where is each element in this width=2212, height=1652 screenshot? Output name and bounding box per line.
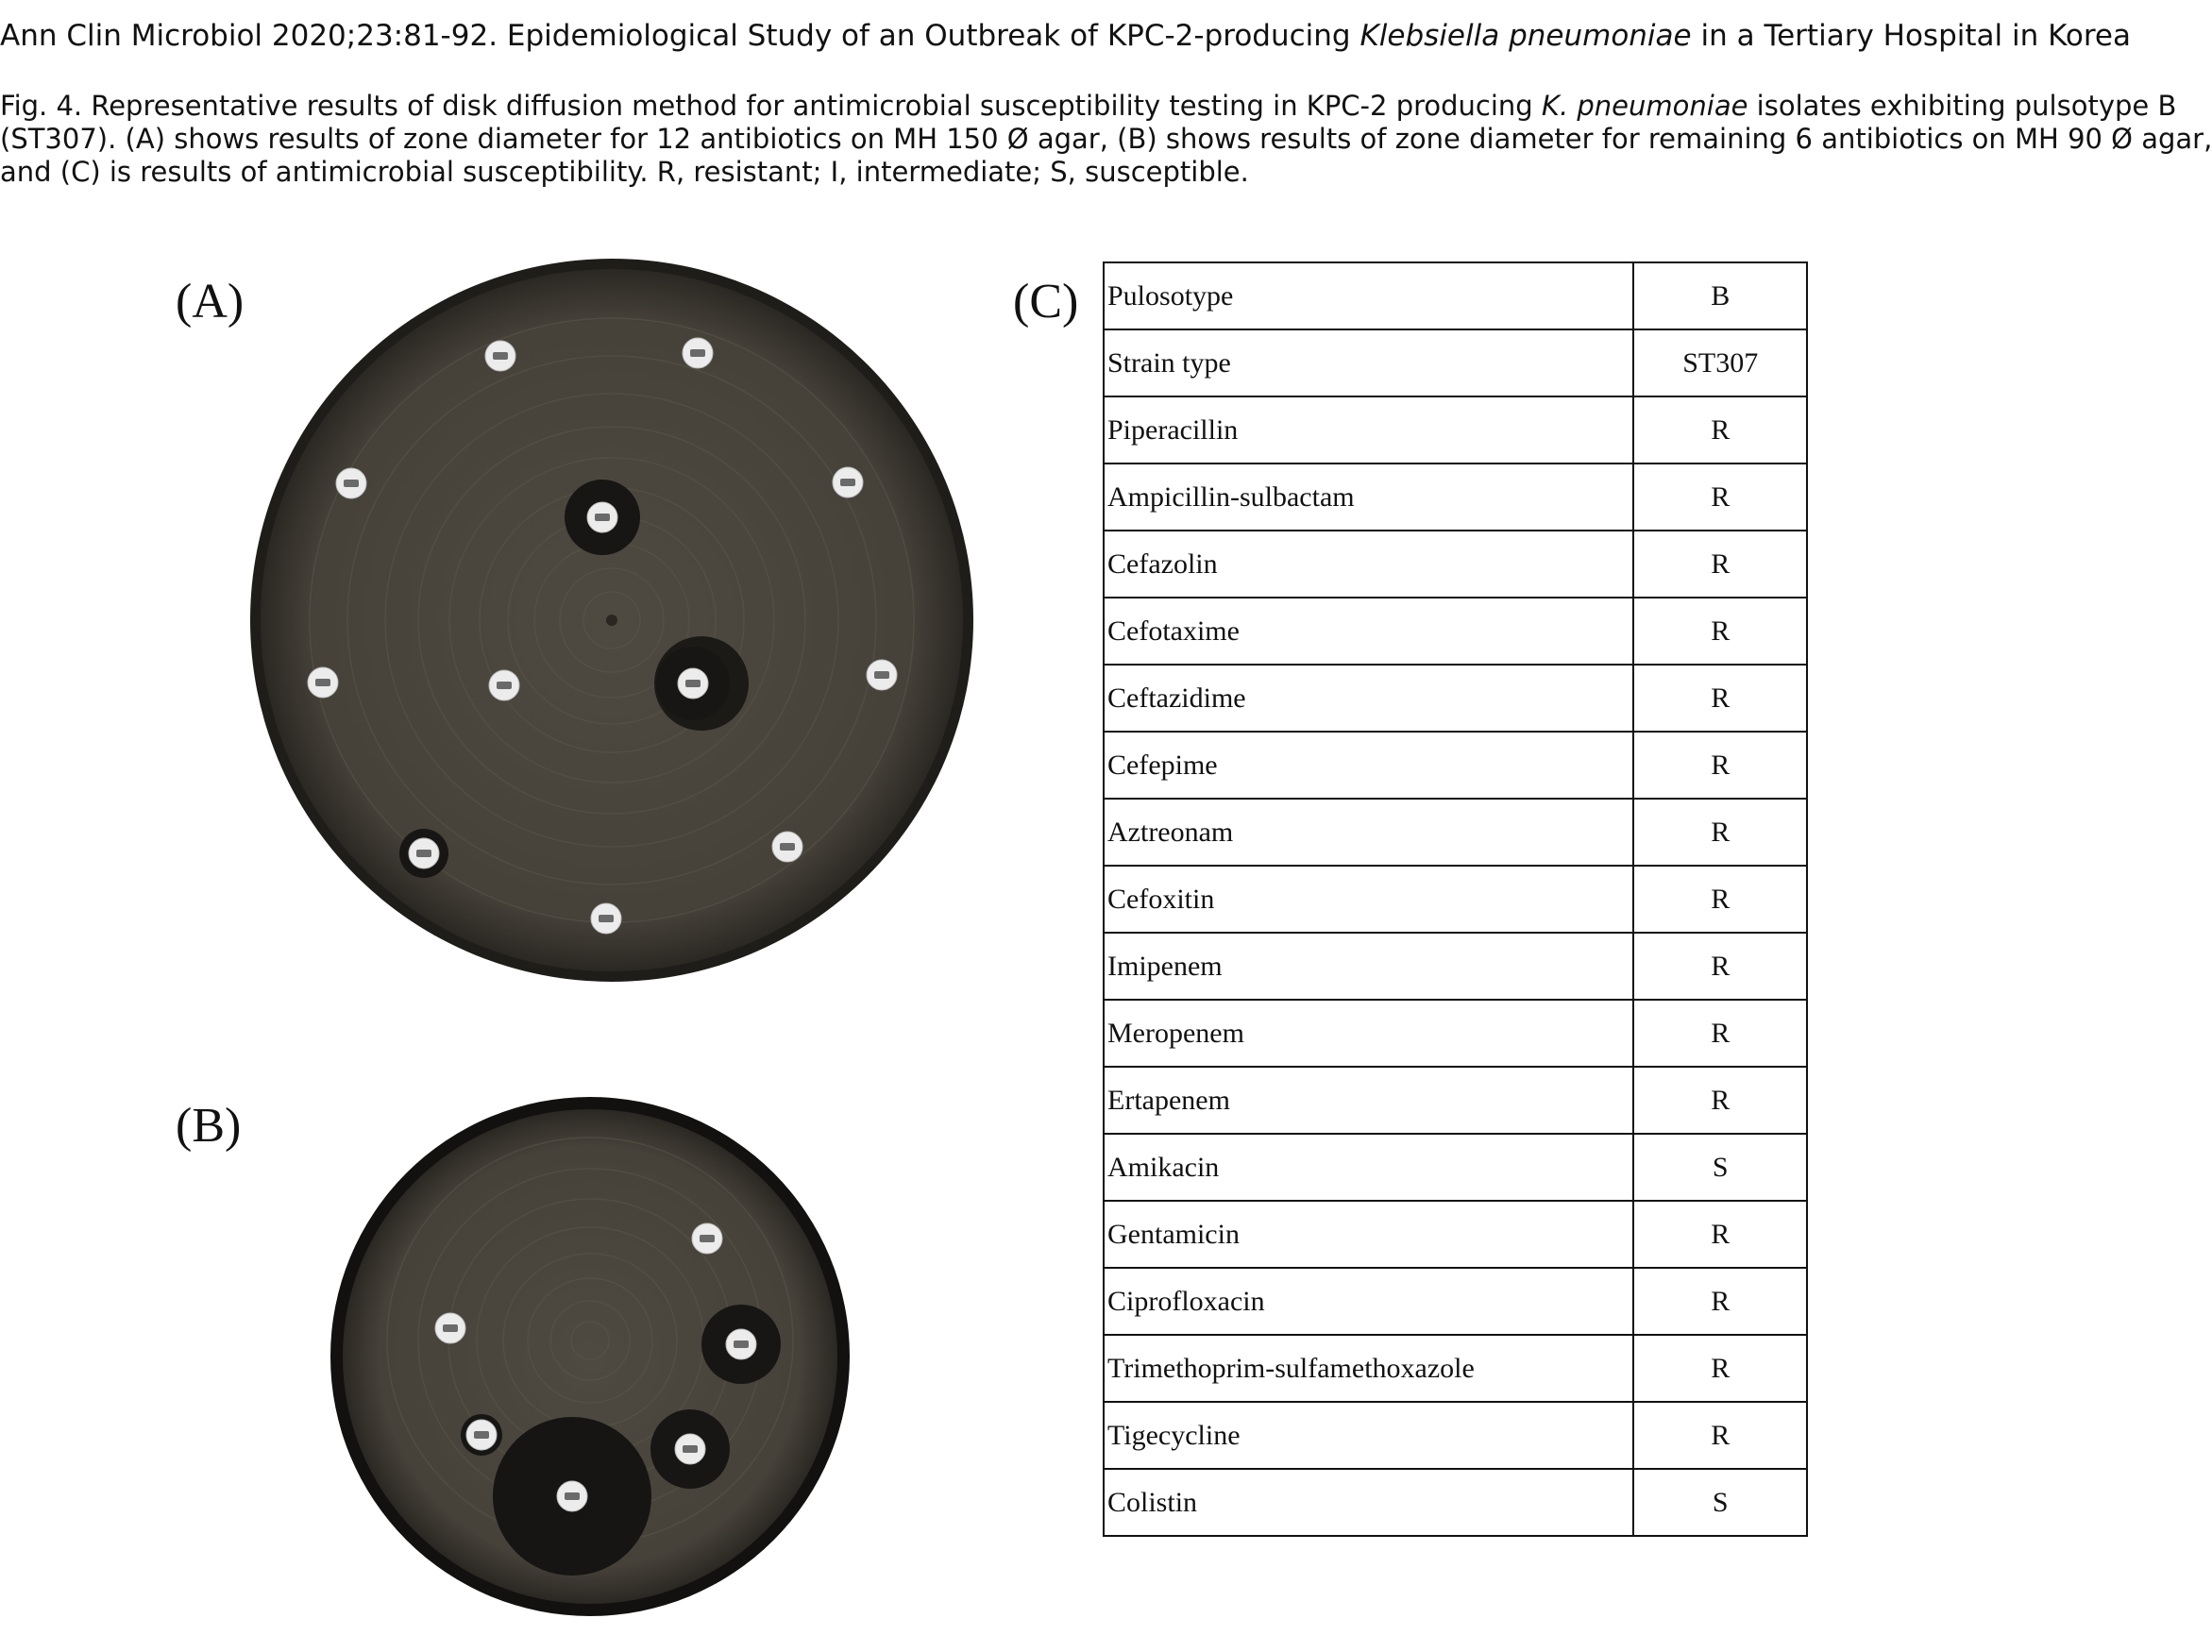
caption-line-3: and (C) is results of antimicrobial susceptibility. R, resistant; I, intermediate; S, susceptible. xyxy=(0,156,1249,188)
susceptibility-result: R xyxy=(1633,464,1807,531)
susceptibility-result: ST307 xyxy=(1633,329,1807,396)
header-prefix: Ann Clin Microbiol 2020;23:81-92. Epidemiological Study of an Outbreak of KPC-2-producing xyxy=(0,19,1360,53)
panel-c-label: (C) xyxy=(1013,275,1079,329)
plate-a xyxy=(250,259,973,982)
antibiotic-name: Imipenem xyxy=(1104,933,1633,1000)
susceptibility-table xyxy=(1103,261,1808,1537)
table-row xyxy=(1104,866,1807,933)
table-row xyxy=(1104,329,1807,396)
antibiotic-name: Ertapenem xyxy=(1104,1067,1633,1134)
antibiotic-name: Ampicillin-sulbactam xyxy=(1104,464,1633,531)
antibiotic-name: Cefotaxime xyxy=(1104,598,1633,665)
table-row xyxy=(1104,1134,1807,1201)
header-organism: Klebsiella pneumoniae xyxy=(1359,19,1692,53)
antibiotic-name: Gentamicin xyxy=(1104,1201,1633,1268)
table-row xyxy=(1104,1067,1807,1134)
table-row xyxy=(1104,531,1807,598)
antibiotic-name: Pulosotype xyxy=(1104,262,1633,329)
caption-organism: K. pneumoniae xyxy=(1541,90,1748,122)
antibiotic-name: Strain type xyxy=(1104,329,1633,396)
caption-line-1-start: Fig. 4. Representative results of disk diffusion method for antimicrobial susceptibility testing in KPC-2 producing xyxy=(0,90,1542,122)
susceptibility-result: R xyxy=(1633,396,1807,464)
susceptibility-result: R xyxy=(1633,1000,1807,1067)
susceptibility-result: R xyxy=(1633,1402,1807,1469)
antibiotic-name: Tigecycline xyxy=(1104,1402,1633,1469)
table-row xyxy=(1104,396,1807,464)
antibiotic-name: Amikacin xyxy=(1104,1134,1633,1201)
susceptibility-result: R xyxy=(1633,665,1807,732)
plate-a-center xyxy=(606,615,617,626)
table-row xyxy=(1104,1268,1807,1335)
antibiotic-name: Cefazolin xyxy=(1104,531,1633,598)
susceptibility-result: R xyxy=(1633,531,1807,598)
table-row xyxy=(1104,262,1807,329)
table-row xyxy=(1104,1469,1807,1536)
caption-line-1-end: isolates exhibiting pulsotype B xyxy=(1748,90,2177,122)
antibiotic-name: Meropenem xyxy=(1104,1000,1633,1067)
susceptibility-table-body xyxy=(1104,262,1807,1536)
susceptibility-result: R xyxy=(1633,866,1807,933)
antibiotic-name: Colistin xyxy=(1104,1469,1633,1536)
panel-b-label: (B) xyxy=(176,1099,242,1153)
header-suffix: in a Tertiary Hospital in Korea xyxy=(1691,19,2131,53)
susceptibility-result: R xyxy=(1633,1335,1807,1402)
antibiotic-name: Piperacillin xyxy=(1104,396,1633,464)
caption-line-2: (ST307). (A) shows results of zone diameter for 12 antibiotics on MH 150 Ø agar, (B) shows results of zone diameter for remaining 6 antibiotics on MH 90 Ø agar, xyxy=(0,123,2212,155)
antibiotic-name: Ciprofloxacin xyxy=(1104,1268,1633,1335)
table-row xyxy=(1104,665,1807,732)
panel-a-label: (A) xyxy=(176,275,245,329)
antibiotic-name: Aztreonam xyxy=(1104,799,1633,866)
table-row xyxy=(1104,799,1807,866)
table-row xyxy=(1104,598,1807,665)
susceptibility-result: R xyxy=(1633,1268,1807,1335)
antibiotic-name: Trimethoprim-sulfamethoxazole xyxy=(1104,1335,1633,1402)
susceptibility-result: S xyxy=(1633,1469,1807,1536)
antibiotic-name: Ceftazidime xyxy=(1104,665,1633,732)
susceptibility-result: R xyxy=(1633,933,1807,1000)
plate-b xyxy=(330,1097,850,1616)
susceptibility-result: R xyxy=(1633,598,1807,665)
table-row xyxy=(1104,1335,1807,1402)
table-row xyxy=(1104,464,1807,531)
susceptibility-result: R xyxy=(1633,1201,1807,1268)
table-row xyxy=(1104,1201,1807,1268)
table-row xyxy=(1104,1000,1807,1067)
table-row xyxy=(1104,933,1807,1000)
table-row xyxy=(1104,732,1807,799)
table-row xyxy=(1104,1402,1807,1469)
susceptibility-result: R xyxy=(1633,732,1807,799)
antibiotic-name: Cefoxitin xyxy=(1104,866,1633,933)
antibiotic-name: Cefepime xyxy=(1104,732,1633,799)
susceptibility-result: S xyxy=(1633,1134,1807,1201)
susceptibility-result: R xyxy=(1633,799,1807,866)
susceptibility-result: R xyxy=(1633,1067,1807,1134)
susceptibility-table-panel xyxy=(1103,261,1808,1537)
susceptibility-result: B xyxy=(1633,262,1807,329)
